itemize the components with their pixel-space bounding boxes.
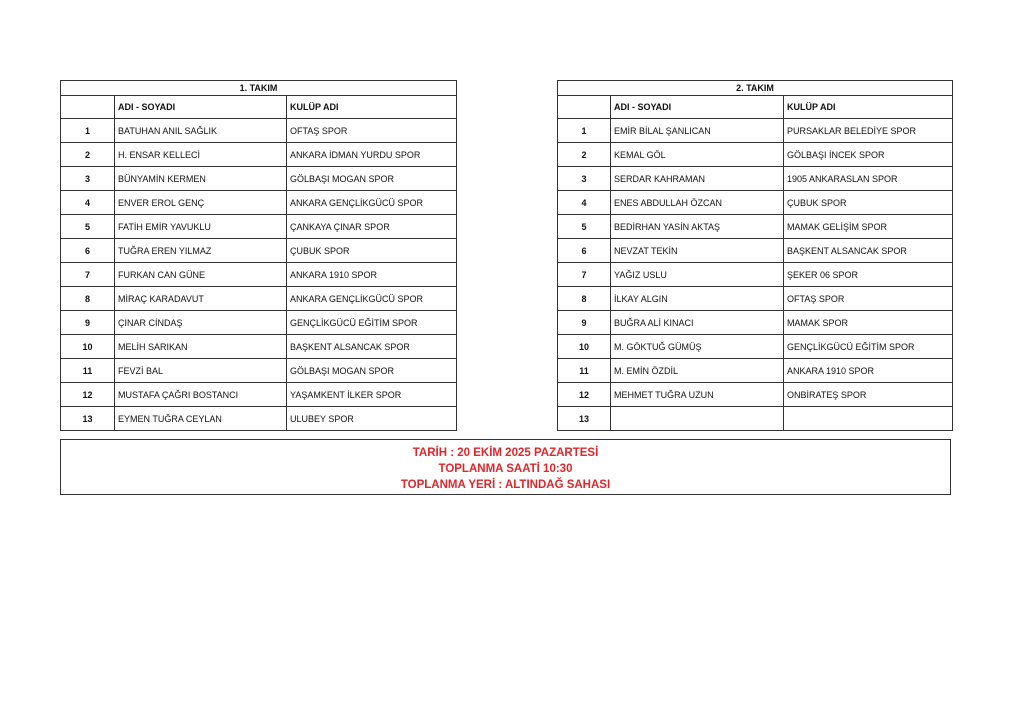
club-name: OFTAŞ SPOR [287, 119, 457, 143]
player-name: ÇINAR CİNDAŞ [115, 311, 287, 335]
team-2-table [557, 80, 953, 431]
table-row [558, 191, 953, 215]
player-name: KEMAL GÖL [611, 143, 784, 167]
club-name: ÇUBUK SPOR [287, 239, 457, 263]
table-row [558, 335, 953, 359]
player-name: EYMEN TUĞRA CEYLAN [115, 407, 287, 431]
row-number: 1 [558, 119, 611, 143]
header-number [61, 96, 115, 119]
meeting-date: TARİH : 20 EKİM 2025 PAZARTESİ [412, 447, 599, 459]
team-1-table [60, 80, 457, 431]
row-number: 12 [61, 383, 115, 407]
club-name: GÖLBAŞI MOGAN SPOR [287, 359, 457, 383]
table-row [61, 191, 457, 215]
player-name: M. EMİN ÖZDİL [611, 359, 784, 383]
club-name: BAŞKENT ALSANCAK SPOR [784, 239, 953, 263]
club-name: ANKARA GENÇLİKGÜCÜ SPOR [287, 287, 457, 311]
player-name: İLKAY ALGIN [611, 287, 784, 311]
row-number: 5 [61, 215, 115, 239]
player-name: NEVZAT TEKİN [611, 239, 784, 263]
club-name: GÖLBAŞI İNCEK SPOR [784, 143, 953, 167]
player-name: MELİH SARIKAN [115, 335, 287, 359]
table-row [61, 167, 457, 191]
row-number: 4 [61, 191, 115, 215]
table-row [558, 407, 953, 431]
club-name: ÇUBUK SPOR [784, 191, 953, 215]
row-number: 10 [558, 335, 611, 359]
club-name: ANKARA İDMAN YURDU SPOR [287, 143, 457, 167]
row-number: 11 [558, 359, 611, 383]
row-number: 2 [61, 143, 115, 167]
team-title-row [61, 81, 457, 96]
player-name: BUĞRA ALİ KINACI [611, 311, 784, 335]
row-number: 12 [558, 383, 611, 407]
club-name: MAMAK SPOR [784, 311, 953, 335]
player-name: MİRAÇ KARADAVUT [115, 287, 287, 311]
club-name: ANKARA 1910 SPOR [287, 263, 457, 287]
club-name: 1905 ANKARASLAN SPOR [784, 167, 953, 191]
table-row [558, 119, 953, 143]
player-name: EMİR BİLAL ŞANLICAN [611, 119, 784, 143]
table-row [61, 335, 457, 359]
player-name: TUĞRA EREN YILMAZ [115, 239, 287, 263]
player-name: ENES ABDULLAH ÖZCAN [611, 191, 784, 215]
table-row [558, 287, 953, 311]
table-row [558, 215, 953, 239]
row-number: 13 [61, 407, 115, 431]
team-title-row [558, 81, 953, 96]
club-name: GÖLBAŞI MOGAN SPOR [287, 167, 457, 191]
table-row [558, 383, 953, 407]
team-title: 2. TAKIM [558, 81, 953, 96]
club-name: ŞEKER 06 SPOR [784, 263, 953, 287]
header-name: ADI - SOYADI [611, 96, 784, 119]
table-row [61, 215, 457, 239]
player-name: FATİH EMİR YAVUKLU [115, 215, 287, 239]
club-name: ONBİRATEŞ SPOR [784, 383, 953, 407]
table-row [558, 359, 953, 383]
row-number: 6 [558, 239, 611, 263]
team-1-body [61, 81, 457, 431]
player-name: BEDİRHAN YASİN AKTAŞ [611, 215, 784, 239]
header-row [61, 96, 457, 119]
row-number: 6 [61, 239, 115, 263]
club-name: ANKARA GENÇLİKGÜCÜ SPOR [287, 191, 457, 215]
table-row [61, 311, 457, 335]
team-title: 1. TAKIM [61, 81, 457, 96]
player-name: FURKAN CAN GÜNE [115, 263, 287, 287]
row-number: 7 [558, 263, 611, 287]
row-number: 10 [61, 335, 115, 359]
row-number: 2 [558, 143, 611, 167]
table-row [61, 383, 457, 407]
player-name: SERDAR KAHRAMAN [611, 167, 784, 191]
header-club: KULÜP ADI [287, 96, 457, 119]
row-number: 7 [61, 263, 115, 287]
player-name: FEVZİ BAL [115, 359, 287, 383]
meeting-info-box [60, 439, 951, 495]
table-row [61, 263, 457, 287]
club-name: BAŞKENT ALSANCAK SPOR [287, 335, 457, 359]
player-name: MUSTAFA ÇAĞRI BOSTANCI [115, 383, 287, 407]
team-2-body [558, 81, 953, 431]
header-number [558, 96, 611, 119]
table-row [61, 143, 457, 167]
row-number: 3 [61, 167, 115, 191]
table-row [61, 287, 457, 311]
row-number: 9 [61, 311, 115, 335]
club-name: GENÇLİKGÜCÜ EĞİTİM SPOR [287, 311, 457, 335]
club-name: ÇANKAYA ÇINAR SPOR [287, 215, 457, 239]
club-name: OFTAŞ SPOR [784, 287, 953, 311]
club-name: PURSAKLAR BELEDİYE SPOR [784, 119, 953, 143]
player-name: BATUHAN ANIL SAĞLIK [115, 119, 287, 143]
club-name: ANKARA 1910 SPOR [784, 359, 953, 383]
player-name: H. ENSAR KELLECİ [115, 143, 287, 167]
row-number: 3 [558, 167, 611, 191]
player-name: M. GÖKTUĞ GÜMÜŞ [611, 335, 784, 359]
meeting-place: TOPLANMA YERİ : ALTINDAĞ SAHASI [400, 479, 611, 491]
header-row [558, 96, 953, 119]
table-row [558, 239, 953, 263]
row-number: 5 [558, 215, 611, 239]
row-number: 8 [558, 287, 611, 311]
row-number: 4 [558, 191, 611, 215]
row-number: 1 [61, 119, 115, 143]
table-row [61, 359, 457, 383]
row-number: 11 [61, 359, 115, 383]
player-name: BÜNYAMİN KERMEN [115, 167, 287, 191]
club-name: ULUBEY SPOR [287, 407, 457, 431]
club-name: YAŞAMKENT İLKER SPOR [287, 383, 457, 407]
row-number: 8 [61, 287, 115, 311]
table-row [61, 239, 457, 263]
row-number: 13 [558, 407, 611, 431]
club-name [784, 407, 953, 431]
player-name: YAĞIZ USLU [611, 263, 784, 287]
player-name [611, 407, 784, 431]
meeting-time: TOPLANMA SAATİ 10:30 [438, 463, 573, 475]
table-row [558, 311, 953, 335]
table-row [558, 143, 953, 167]
row-number: 9 [558, 311, 611, 335]
table-row [558, 167, 953, 191]
table-row [61, 119, 457, 143]
header-club: KULÜP ADI [784, 96, 953, 119]
player-name: ENVER EROL GENÇ [115, 191, 287, 215]
club-name: MAMAK GELİŞİM SPOR [784, 215, 953, 239]
player-name: MEHMET TUĞRA UZUN [611, 383, 784, 407]
club-name: GENÇLİKGÜCÜ EĞİTİM SPOR [784, 335, 953, 359]
header-name: ADI - SOYADI [115, 96, 287, 119]
table-row [558, 263, 953, 287]
table-row [61, 407, 457, 431]
